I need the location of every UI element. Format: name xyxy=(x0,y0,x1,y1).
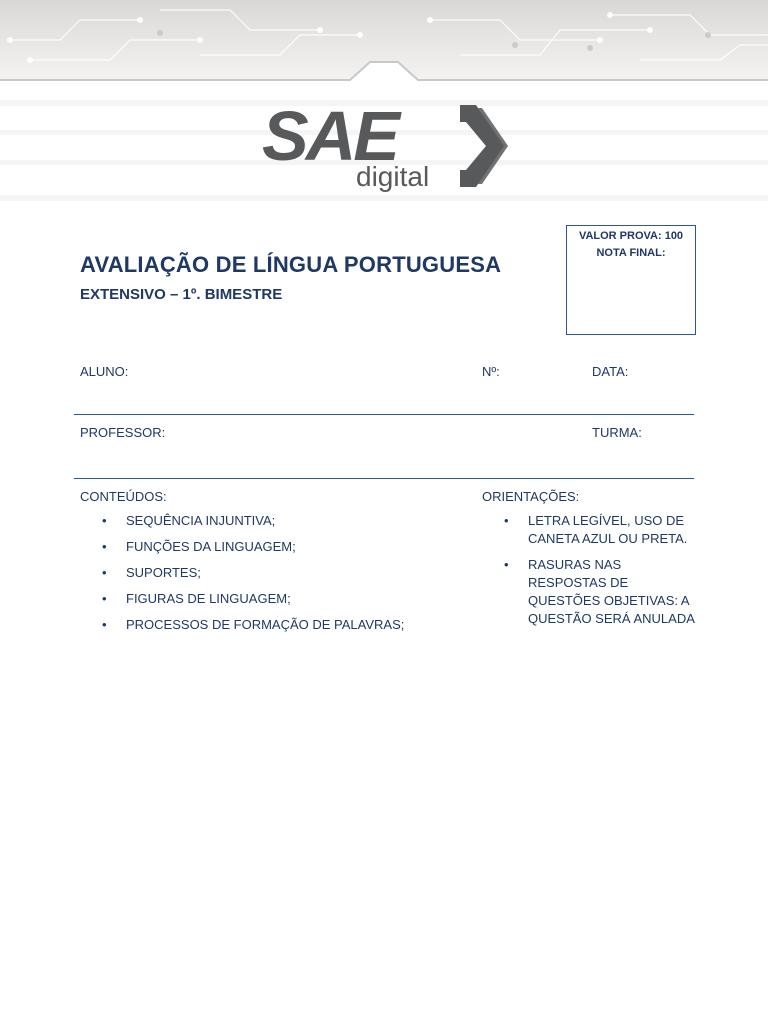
final-grade-label: NOTA FINAL: xyxy=(596,247,666,259)
exam-value-label: VALOR PROVA: 100 xyxy=(578,230,684,242)
score-box xyxy=(566,225,696,335)
guidelines-list xyxy=(482,512,712,636)
list-item: • RASURAS NAS RESPOSTAS DE QUESTÕES OBJETIVAS: A QUESTÃO SERÁ ANULADA xyxy=(482,556,712,628)
contents-title: CONTEÚDOS: xyxy=(80,489,167,504)
page-subtitle: EXTENSIVO – 1º. BIMESTRE xyxy=(80,286,283,303)
teacher-field-label: PROFESSOR: xyxy=(80,425,166,440)
list-item: • PROCESSOS DE FORMAÇÃO DE PALAVRAS; xyxy=(80,616,404,642)
teacher-line-divider xyxy=(74,478,694,479)
logo-chevron-icon xyxy=(460,105,508,187)
date-field-label: DATA: xyxy=(592,364,629,379)
sae-digital-logo xyxy=(260,100,510,195)
class-field-label: TURMA: xyxy=(592,425,642,440)
list-item: • SEQUÊNCIA INJUNTIVA; xyxy=(80,512,404,538)
logo-digital-text: digital xyxy=(356,161,430,192)
list-item: • FIGURAS DE LINGUAGEM; xyxy=(80,590,404,616)
student-line-divider xyxy=(74,414,694,415)
logo-sae-text: SAE xyxy=(262,100,397,175)
page-title: AVALIAÇÃO DE LÍNGUA PORTUGUESA xyxy=(80,252,502,277)
list-item: • LETRA LEGÍVEL, USO DE CANETA AZUL OU PRETA. xyxy=(482,512,712,548)
contents-list xyxy=(80,512,404,642)
list-item: • SUPORTES; xyxy=(80,564,404,590)
guidelines-title: ORIENTAÇÕES: xyxy=(482,489,580,504)
student-field-label: ALUNO: xyxy=(80,364,129,379)
list-item: • FUNÇÕES DA LINGUAGEM; xyxy=(80,538,404,564)
number-field-label: Nº: xyxy=(482,364,500,379)
